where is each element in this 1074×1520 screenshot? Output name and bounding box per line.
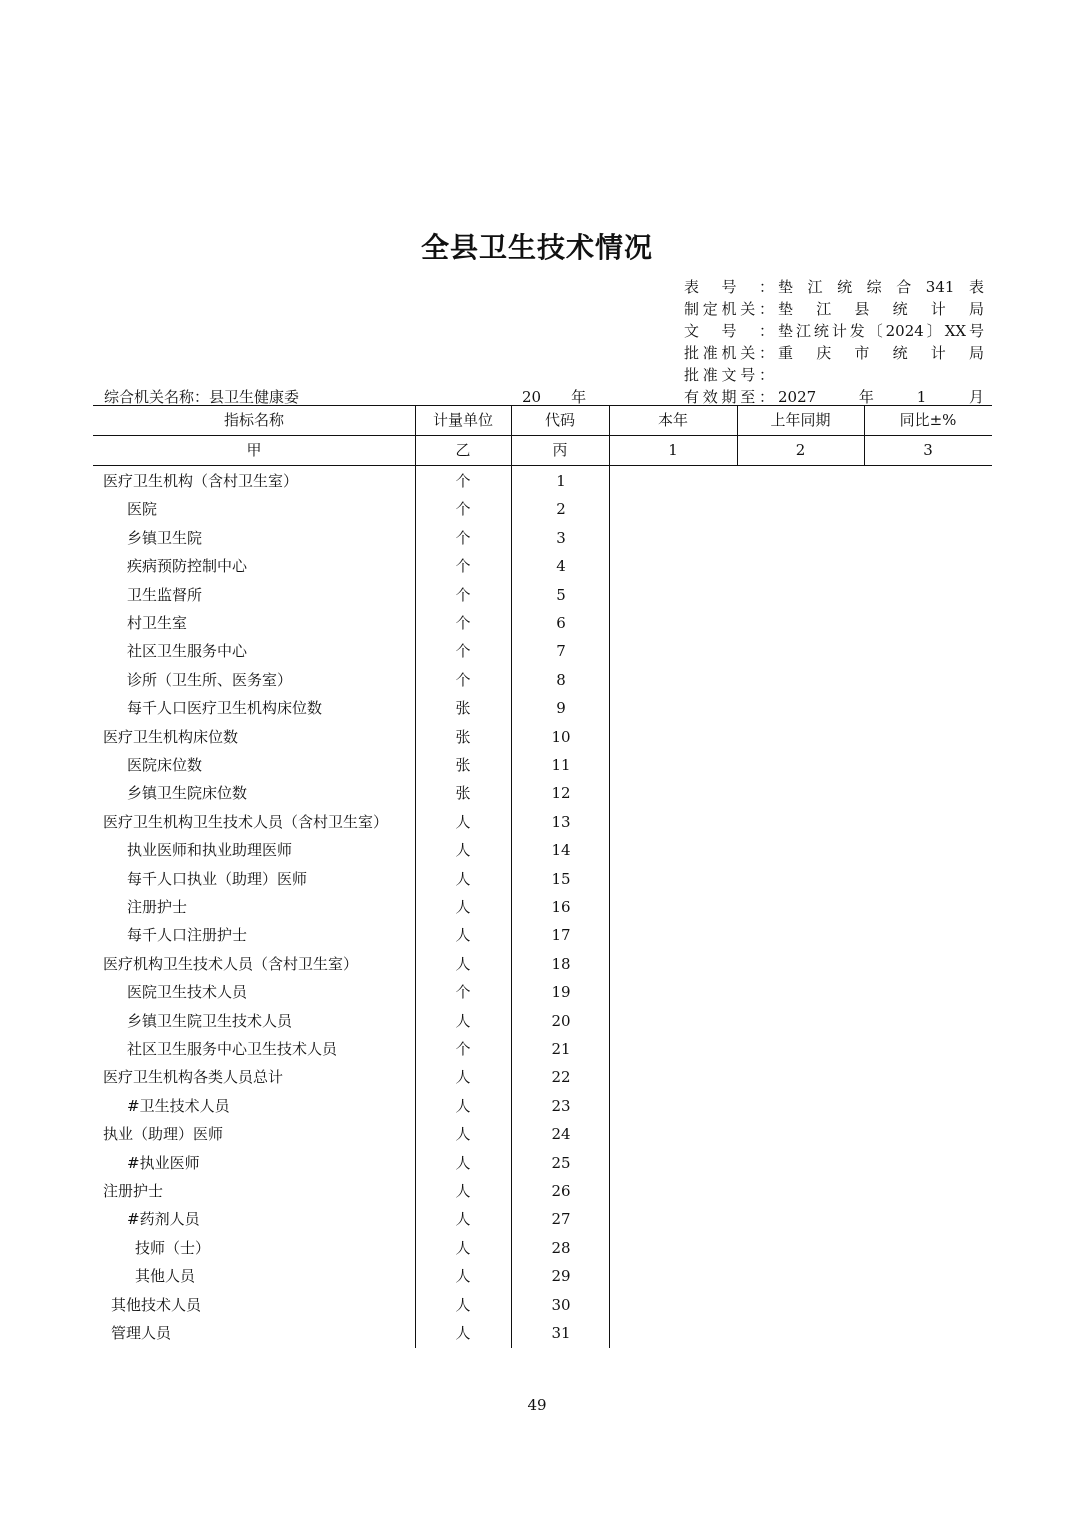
table-row — [93, 1319, 633, 1347]
indicator-code: 3 — [556, 528, 566, 547]
table-row — [93, 666, 633, 694]
table-row — [93, 1063, 633, 1091]
indicator-code: 5 — [556, 585, 566, 604]
table-row — [93, 581, 633, 609]
indicator-unit: 个 — [455, 528, 471, 547]
indicator-unit: 人 — [455, 1210, 471, 1229]
subheader-name: 甲 — [246, 441, 262, 459]
indicator-code: 24 — [551, 1125, 571, 1144]
table-row — [93, 467, 633, 495]
meta-label: 批准机关： — [684, 344, 774, 362]
table-row — [93, 637, 633, 665]
indicator-code: 28 — [551, 1238, 571, 1257]
indicator-name: 医疗卫生机构各类人员总计 — [103, 1068, 284, 1087]
meta-value: 重庆市统计局 — [778, 344, 984, 362]
indicator-unit: 人 — [455, 1153, 471, 1172]
indicator-code: 1 — [556, 472, 566, 490]
indicator-name: 医疗卫生机构（含村卫生室） — [103, 472, 299, 490]
subheader-last-year: 2 — [795, 441, 806, 459]
indicator-code: 2 — [556, 500, 566, 519]
year-suffix: 年 — [571, 388, 587, 406]
indicator-code: 25 — [551, 1153, 571, 1172]
meta-value — [778, 364, 984, 386]
indicator-name: #药剂人员 — [127, 1210, 200, 1229]
table-row — [93, 552, 633, 580]
indicator-name: 医疗卫生机构卫生技术人员（含村卫生室） — [103, 812, 389, 831]
subheader-this-year: 1 — [668, 441, 678, 459]
page-number: 49 — [527, 1396, 547, 1414]
indicator-code: 7 — [556, 642, 566, 661]
form-meta-block — [684, 276, 984, 408]
indicator-unit: 个 — [455, 983, 471, 1002]
subheader-rule — [93, 465, 992, 466]
indicator-code: 13 — [551, 812, 571, 831]
indicator-name: #卫生技术人员 — [127, 1096, 230, 1115]
indicator-unit: 个 — [455, 500, 471, 519]
indicator-unit: 个 — [455, 642, 471, 661]
meta-value: 垫江县统计局 — [778, 300, 984, 318]
indicator-code: 30 — [551, 1295, 571, 1314]
indicator-unit: 个 — [455, 670, 471, 689]
table-row — [93, 1120, 633, 1148]
indicator-code: 10 — [551, 727, 571, 746]
report-year — [522, 386, 586, 407]
indicator-code: 31 — [551, 1324, 571, 1342]
meta-label: 批准文号： — [684, 366, 774, 384]
table-row — [93, 921, 633, 949]
indicator-unit: 个 — [455, 1040, 471, 1058]
table-row — [93, 495, 633, 523]
meta-row — [684, 298, 984, 320]
table-row — [93, 1035, 633, 1063]
indicator-name: 社区卫生服务中心 — [127, 642, 248, 661]
header-last-year: 上年同期 — [770, 411, 831, 429]
header-name: 指标名称 — [223, 411, 284, 429]
indicator-name: 卫生监督所 — [127, 585, 203, 604]
indicator-name: 每千人口执业（助理）医师 — [127, 869, 308, 888]
indicator-code: 21 — [551, 1040, 571, 1058]
indicator-unit: 个 — [455, 557, 471, 576]
meta-value: 垫江统综合341表 — [778, 278, 984, 296]
indicator-name: 医疗机构卫生技术人员（含村卫生室） — [103, 954, 359, 973]
table-row — [93, 1205, 633, 1233]
table-row — [93, 779, 633, 807]
indicator-code: 27 — [551, 1210, 571, 1229]
indicator-unit: 人 — [455, 1068, 471, 1087]
indicator-unit: 人 — [455, 954, 471, 973]
table-row — [93, 950, 633, 978]
indicator-code: 18 — [551, 954, 571, 973]
table-row — [93, 893, 633, 921]
indicator-name: 注册护士 — [127, 898, 188, 916]
indicator-name: 疾病预防控制中心 — [127, 557, 248, 576]
table-row — [93, 865, 633, 893]
indicator-unit: 人 — [455, 1267, 471, 1286]
indicator-unit: 人 — [455, 926, 471, 945]
indicator-unit: 人 — [455, 1011, 471, 1030]
indicator-unit: 张 — [455, 699, 471, 718]
organization-name: 综合机关名称：县卫生健康委 — [104, 388, 300, 406]
table-row — [93, 694, 633, 722]
table-row — [93, 836, 633, 864]
table-row — [93, 978, 633, 1006]
meta-label: 文号： — [684, 322, 774, 340]
table-row — [93, 1291, 633, 1319]
meta-value: 垫江统计发〔2024〕XX号 — [778, 322, 984, 340]
table-row — [93, 751, 633, 779]
indicator-code: 8 — [556, 670, 566, 689]
indicator-code: 15 — [551, 869, 571, 888]
indicator-unit: 人 — [455, 1096, 471, 1115]
indicator-name: 注册护士 — [103, 1182, 164, 1200]
indicator-name: 执业（助理）医师 — [103, 1125, 224, 1144]
indicator-unit: 人 — [455, 1324, 471, 1342]
meta-row — [684, 342, 984, 364]
table-row — [93, 1007, 633, 1035]
meta-label: 表号： — [684, 278, 774, 296]
indicator-name: 乡镇卫生院卫生技术人员 — [127, 1011, 293, 1030]
indicator-code: 22 — [551, 1068, 571, 1087]
indicator-unit: 人 — [455, 1295, 471, 1314]
table-row — [93, 1262, 633, 1290]
table-row — [93, 609, 633, 637]
indicator-unit: 人 — [455, 812, 471, 831]
indicator-code: 16 — [551, 898, 571, 916]
table-row — [93, 1092, 633, 1120]
indicator-unit: 张 — [455, 727, 471, 746]
subheader-code: 丙 — [552, 441, 568, 459]
meta-row — [684, 320, 984, 342]
header-unit: 计量单位 — [432, 411, 493, 429]
indicator-unit: 个 — [455, 472, 471, 490]
indicator-code: 11 — [551, 756, 571, 774]
indicator-code: 4 — [556, 557, 566, 576]
table-row — [93, 1234, 633, 1262]
indicator-name: 技师（士） — [135, 1238, 211, 1257]
indicator-code: 17 — [551, 926, 571, 945]
indicator-unit: 个 — [455, 614, 471, 632]
header-code: 代码 — [544, 411, 575, 429]
indicator-name: #执业医师 — [127, 1153, 200, 1172]
indicator-code: 26 — [551, 1182, 571, 1200]
table-row — [93, 524, 633, 552]
indicator-name: 管理人员 — [111, 1324, 172, 1342]
year-prefix: 20 — [522, 388, 542, 406]
indicator-unit: 人 — [455, 1182, 471, 1200]
indicator-name: 每千人口医疗卫生机构床位数 — [127, 699, 323, 718]
indicator-code: 14 — [551, 841, 571, 860]
indicator-name: 医院 — [127, 500, 158, 519]
indicator-unit: 人 — [455, 1125, 471, 1144]
indicator-unit: 张 — [455, 784, 471, 803]
indicator-code: 29 — [551, 1267, 571, 1286]
indicator-name: 每千人口注册护士 — [127, 926, 248, 945]
indicator-code: 12 — [551, 784, 571, 803]
meta-row — [684, 276, 984, 298]
indicator-name: 诊所（卫生所、医务室） — [127, 670, 293, 689]
indicator-unit: 人 — [455, 1238, 471, 1257]
indicator-unit: 人 — [455, 898, 471, 916]
table-row — [93, 808, 633, 836]
indicator-name: 乡镇卫生院 — [127, 528, 203, 547]
indicator-code: 20 — [551, 1011, 571, 1030]
header-yoy: 同比±% — [899, 411, 957, 429]
indicator-name: 社区卫生服务中心卫生技术人员 — [127, 1040, 338, 1058]
meta-value: 2027年1月 — [778, 388, 984, 406]
indicator-unit: 张 — [455, 756, 471, 774]
indicator-code: 6 — [556, 614, 566, 632]
subheader-yoy: 3 — [923, 441, 933, 459]
indicator-code: 19 — [551, 983, 571, 1002]
meta-label: 制定机关： — [684, 300, 774, 318]
indicator-name: 医院床位数 — [127, 756, 203, 774]
subheader-unit: 乙 — [455, 441, 471, 459]
indicator-name: 其他技术人员 — [111, 1295, 202, 1314]
indicator-name: 医疗卫生机构床位数 — [103, 727, 239, 746]
indicator-name: 村卫生室 — [127, 614, 188, 632]
indicator-unit: 人 — [455, 869, 471, 888]
indicator-name: 医院卫生技术人员 — [127, 983, 248, 1002]
indicator-code: 9 — [556, 699, 566, 718]
meta-label: 有效期至： — [684, 388, 774, 406]
indicator-unit: 人 — [455, 841, 471, 860]
indicator-unit: 个 — [455, 585, 471, 604]
page-title: 全县卫生技术情况 — [420, 231, 653, 264]
table-row — [93, 1177, 633, 1205]
table-row — [93, 1149, 633, 1177]
indicator-name: 其他人员 — [135, 1267, 196, 1286]
indicator-name: 乡镇卫生院床位数 — [127, 784, 248, 803]
indicator-code: 23 — [551, 1096, 571, 1115]
meta-row — [684, 364, 984, 386]
header-this-year: 本年 — [657, 411, 688, 429]
indicator-name: 执业医师和执业助理医师 — [127, 841, 293, 860]
table-row — [93, 723, 633, 751]
